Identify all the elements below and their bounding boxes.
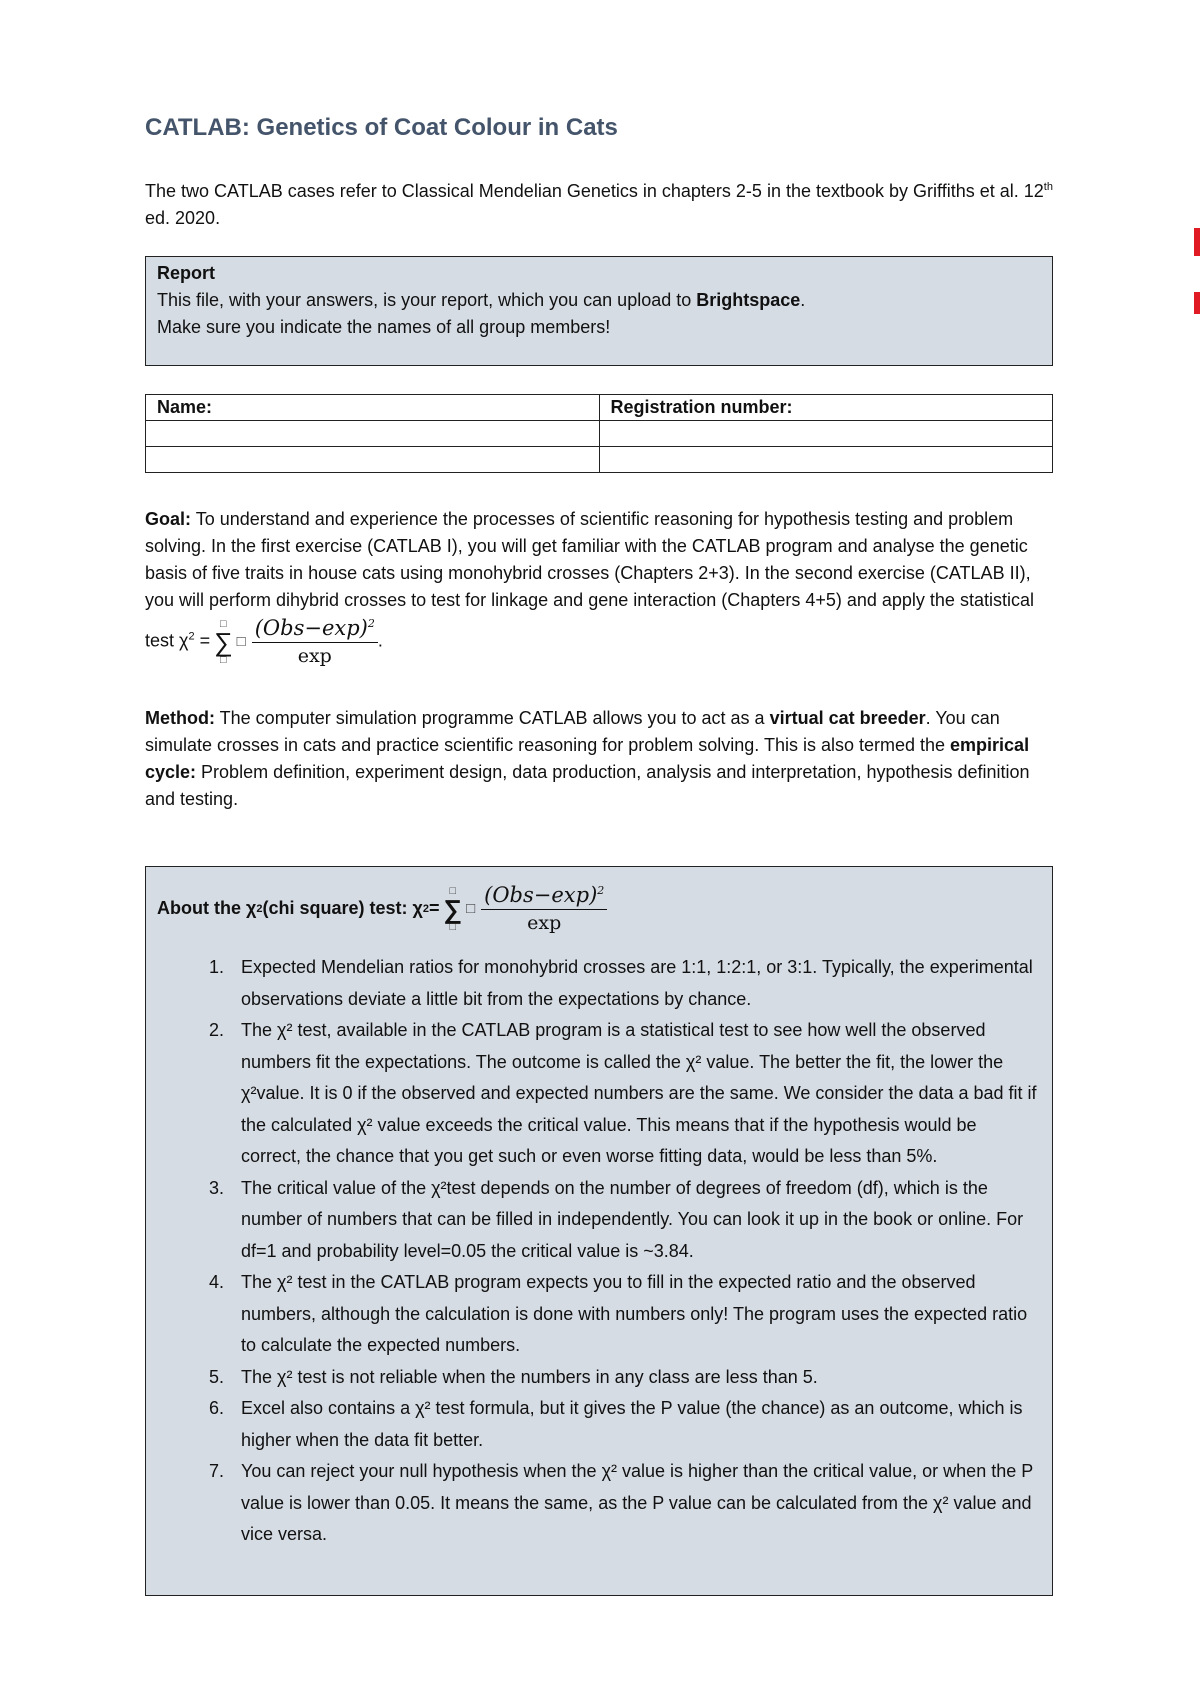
goal-paragraph: Goal: To understand and experience the processes of scientific reasoning for hypothesis testing and problem solving. In the first exercise (CATLAB I), you will get familiar with the CATLAB program and analyse the genetic basis of five traits in house cats using monohybrid crosses (Chapters 2+3). In the second exercise (CATLAB II), you will perform dihybrid crosses to test for linkage and gene interaction (Chapters 4+5) and apply the statistical test $\chi^2$ = □ ∑ □ □ $\frac{(Obs-\exp)^2}{\exp}$ . [145,509,1034,667]
registration-cell[interactable] [599,447,1053,473]
report-line-1: This file, with your answers, is your report, which you can upload to Brightspace. [157,290,806,310]
registration-cell[interactable] [599,421,1053,447]
name-cell[interactable] [146,447,600,473]
table-row [146,421,1053,447]
brightspace-label: Brightspace [696,290,801,310]
edge-mark-bottom [1194,292,1200,314]
report-line-2: Make sure you indicate the names of all group members! [157,317,611,337]
goal-label: Goal: [145,509,192,529]
report-box [145,256,1053,366]
table-row [146,447,1053,473]
chi-square-formula: □ ∑ □ □ $\frac{(Obs-\exp)^2}{\exp}$ [444,881,608,936]
report-heading: Report [157,263,215,283]
method-paragraph: Method: The computer simulation programme CATLAB allows you to act as a virtual cat breeder. You can simulate crosses in cats and practice scientific reasoning for problem solving. This is also termed the empirical cycle: Problem definition, experiment design, data production, analysis and interpretation, hypothesis definition and testing. [145,708,1030,809]
names-table-header [146,395,1053,421]
name-column-header: Name: [146,395,600,421]
document-title: CATLAB: Genetics of Coat Colour in Cats [145,114,618,141]
intro-paragraph: The two CATLAB cases refer to Classical Mendelian Genetics in chapters 2-5 in the textbook by Griffiths et al. 12th ed. 2020. [145,181,1053,228]
registration-column-header: Registration number: [599,395,1053,421]
list-item: 4. The χ² test in the CATLAB program expects you to fill in the expected ratio and the observed numbers, although the calculation is done with numbers only! The program uses the expected ratio to calculate the expected numbers. [229,1267,1041,1362]
list-item: 1. Expected Mendelian ratios for monohybrid crosses are 1:1, 1:2:1, or 3:1. Typically, the experimental observations deviate a little bit from the expectations by chance. [229,952,1041,1015]
method-label: Method: [145,708,215,728]
list-item: 7. You can reject your null hypothesis when the χ² value is higher than the critical value, or when the P value is lower than 0.05. It means the same, as the P value can be calculated from the χ² value and vice versa. [229,1456,1041,1551]
list-item: 5. The χ² test is not reliable when the numbers in any class are less than 5. [229,1362,1041,1394]
list-item: 6. Excel also contains a χ² test formula, but it gives the P value (the chance) as an outcome, which is higher when the data fit better. [229,1393,1041,1456]
edge-mark-top [1194,228,1200,256]
name-cell[interactable] [146,421,600,447]
chi-square-info-box [145,866,1053,1596]
chi-square-heading: About the χ 2 (chi square) test: χ 2 = □ ∑ □ □ $\frac{(Obs-\exp)^2}{\exp}$ [157,881,1041,936]
chi-square-notes-list [157,952,1041,1551]
names-table [145,394,1053,473]
list-item: 3. The critical value of the χ²test depends on the number of degrees of freedom (df), which is the number of numbers that can be filled in independently. You can look it up in the book or online. For df=1 and probability level=0.05 the critical value is ~3.84. [229,1173,1041,1268]
chi-square-formula: □ ∑ □ □ $\frac{(Obs-\exp)^2}{\exp}$ [214,614,378,669]
list-item: 2. The χ² test, available in the CATLAB program is a statistical test to see how well the observed numbers fit the expectations. The outcome is called the χ² value. The better the fit, the lower the χ²value. It is 0 if the observed and expected numbers are the same. We consider the data a bad fit if the calculated χ² value exceeds the critical value. This means that if the hypothesis would be correct, the chance that you get such or even worse fitting data, would be less than 5%. [229,1015,1041,1173]
